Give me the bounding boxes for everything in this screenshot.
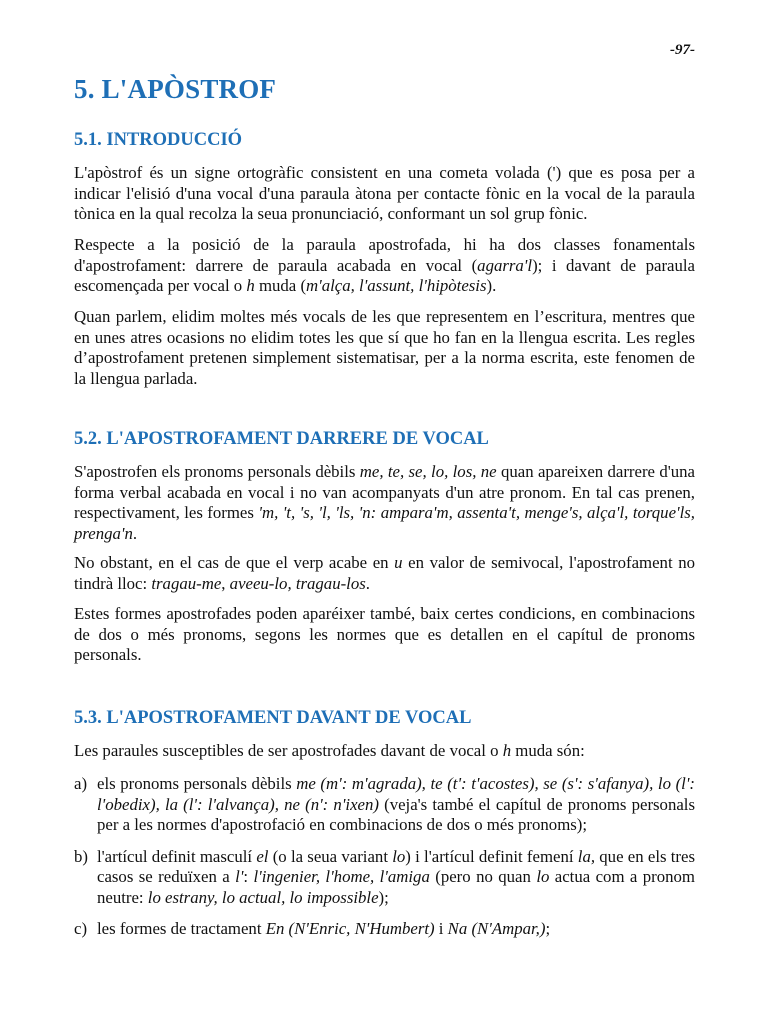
page-number: -97- [670, 42, 695, 58]
list-item: a) els pronoms personals dèbils me (m': m'agrada), te (t': t'acostes), se (s': s'afanya), lo (l': l'obedix), la (l': l'alvança), ne (n': n'ixen) (veja's també el capítul de pronoms personals per a les normes d'apostrofació en combinacions de dos o més pronoms); [74, 774, 695, 834]
chapter-title: 5. L'APÒSTROF [74, 74, 277, 104]
paragraph-darrere-3: Estes formes apostrofades poden aparéixer també, baix certes condicions, en combinacions de dos o més pronoms, segons les normes que es detallen en el capítul de pronoms personals. [74, 604, 695, 664]
paragraph-intro-3: Quan parlem, elidim moltes més vocals de les que representem en l’escritura, mentres que en unes atres ocasions no elidim totes les que sí que ho fan en la llengua escrita. Les regles d’apostrofament pretenen simplement sistematisar, per a la norma escrita, este fenomen de la llengua parlada. [74, 307, 695, 388]
list-marker: b) [74, 846, 88, 866]
list-marker: c) [74, 919, 88, 938]
paragraph-intro-1: L'apòstrof és un signe ortogràfic consistent en una cometa volada (') que es posa per a indicar l'elisió d'una vocal d'una paraula àtona per contacte fònic en la vocal de la paraula tònica en la qual recolza la seua pronunciació, conformant un sol grup fònic. [74, 163, 695, 223]
paragraph-intro-2: Respecte a la posició de la paraula apostrofada, hi ha dos classes fonamentals d'apostrofament: darrere de paraula acabada en vocal (agarra'l); i davant de paraula escomençada per vocal o h muda (m'alça, l'assunt, l'hipòtesis). [74, 235, 695, 295]
section-heading-5-2: 5.2. L'APOSTROFAMENT DARRERE DE VOCAL [74, 429, 489, 449]
list-marker: a) [74, 774, 88, 793]
section-heading-5-1: 5.1. INTRODUCCIÓ [74, 130, 243, 150]
list-item: b) l'artícul definit masculí el (o la seua variant lo) i l'artícul definit femení la, que en els tres casos se reduïxen a l': l'ingenier, l'home, l'amiga (pero no quan lo actua com a pronom neutre: lo estrany, lo actual, lo impossible); [74, 846, 695, 907]
paragraph-davant-intro: Les paraules susceptibles de ser apostrofades davant de vocal o h muda són: [74, 741, 585, 760]
paragraph-darrere-2: No obstant, en el cas de que el verp acabe en u en valor de semivocal, l'apostrofament no tindrà lloc: tragau-me, aveeu-lo, tragau-los. [74, 553, 695, 593]
paragraph-darrere-1: S'apostrofen els pronoms personals dèbils me, te, se, lo, los, ne quan apareixen darrere d'una forma verbal acabada en vocal i no van acompanyats d'un atre pronom. En tal cas prenen, respectivament, les formes 'm, 't, 's, 'l, 'ls, 'n: ampara'm, assenta't, menge's, alça'l, torque'ls, prenga'n. [74, 462, 695, 543]
section-heading-5-3: 5.3. L'APOSTROFAMENT DAVANT DE VOCAL [74, 708, 472, 728]
apostrophe-cases-list [74, 774, 695, 940]
list-item: c) les formes de tractament En (N'Enric, N'Humbert) i Na (N'Ampar,); [74, 919, 551, 938]
